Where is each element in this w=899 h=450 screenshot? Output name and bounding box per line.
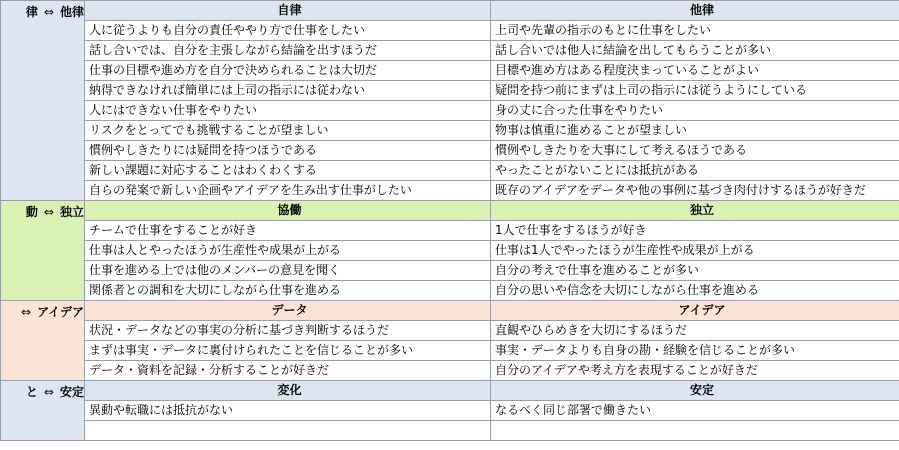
table-row bbox=[1, 361, 899, 381]
cell-left[interactable]: 状況・データなどの事実の分析に基づき判断するほうだ bbox=[85, 321, 491, 341]
cell-right[interactable]: 1人で仕事をするほうが好き bbox=[491, 221, 899, 241]
cell-right[interactable]: 話し合いでは他人に結論を出してもらうことが多い bbox=[491, 41, 899, 61]
category-cell-change-stability[interactable] bbox=[1, 381, 85, 441]
category-right: 安定 bbox=[59, 385, 84, 399]
cell-left[interactable]: リスクをとってでも挑戦することが望ましい bbox=[85, 121, 491, 141]
cell-left[interactable] bbox=[85, 421, 491, 441]
cell-right[interactable]: 疑問を持つ前にまずは上司の指示には従うようにしている bbox=[491, 81, 899, 101]
cell-left[interactable]: チームで仕事をすることが好き bbox=[85, 221, 491, 241]
cell-left[interactable]: 仕事は人とやったほうが生産性や成果が上がる bbox=[85, 241, 491, 261]
category-label bbox=[26, 201, 84, 222]
category-arrow: ⇔ bbox=[21, 305, 32, 319]
cell-left[interactable]: 人にはできない仕事をやりたい bbox=[85, 101, 491, 121]
sheet-body bbox=[1, 1, 899, 441]
cell-left[interactable]: 関係者との調和を大切にしながら仕事を進める bbox=[85, 281, 491, 301]
cell-right[interactable]: なるべく同じ部署で働きたい bbox=[491, 401, 899, 421]
cell-left[interactable]: 新しい課題に対応することはわくわくする bbox=[85, 161, 491, 181]
table-row bbox=[1, 41, 899, 61]
cell-left[interactable]: 異動や転職には抵抗がない bbox=[85, 401, 491, 421]
cell-right[interactable]: 目標や進め方はある程度決まっていることがよい bbox=[491, 61, 899, 81]
category-arrow: ⇔ bbox=[43, 385, 54, 399]
cell-left[interactable]: 納得できなければ簡単には上司の指示には従わない bbox=[85, 81, 491, 101]
cell-left[interactable]: 仕事の目標や進め方を自分で決められることは大切だ bbox=[85, 61, 491, 81]
header-right-cell[interactable]: 安定 bbox=[491, 381, 899, 401]
table-row bbox=[1, 421, 899, 441]
category-cell-autonomy[interactable] bbox=[1, 1, 85, 201]
table-row bbox=[1, 221, 899, 241]
table-row bbox=[1, 81, 899, 101]
header-right-cell[interactable]: アイデア bbox=[491, 301, 899, 321]
table-row bbox=[1, 401, 899, 421]
group-header-row bbox=[1, 201, 899, 221]
category-arrow: ⇔ bbox=[43, 5, 54, 19]
header-left-cell[interactable]: 変化 bbox=[85, 381, 491, 401]
category-label bbox=[26, 1, 84, 22]
cell-right[interactable]: 既存のアイデアをデータや他の事例に基づき肉付けするほうが好きだ bbox=[491, 181, 899, 201]
group-header-row bbox=[1, 381, 899, 401]
category-right: 他律 bbox=[59, 5, 84, 19]
cell-right[interactable]: 慣例やしきたりを大事にして考えるほうである bbox=[491, 141, 899, 161]
cell-right[interactable]: 身の丈に合った仕事をやりたい bbox=[491, 101, 899, 121]
cell-left[interactable]: まずは事実・データに裏付けられたことを信じることが多い bbox=[85, 341, 491, 361]
cell-right[interactable]: 直観やひらめきを大切にするほうだ bbox=[491, 321, 899, 341]
header-left-cell[interactable]: データ bbox=[85, 301, 491, 321]
category-label bbox=[15, 301, 84, 322]
cell-right[interactable]: 仕事は1人でやったほうが生産性や成果が上がる bbox=[491, 241, 899, 261]
category-right: 独立 bbox=[59, 205, 84, 219]
header-right-cell[interactable]: 独立 bbox=[491, 201, 899, 221]
table-row bbox=[1, 21, 899, 41]
cell-right[interactable]: 事実・データよりも自身の勘・経験を信じることが多い bbox=[491, 341, 899, 361]
category-left: 動 bbox=[25, 205, 38, 219]
category-left: と bbox=[25, 385, 38, 399]
header-right-cell[interactable]: 他律 bbox=[491, 1, 899, 21]
table-row bbox=[1, 181, 899, 201]
category-cell-data-idea[interactable] bbox=[1, 301, 85, 381]
header-left-cell[interactable]: 協働 bbox=[85, 201, 491, 221]
category-left: 律 bbox=[25, 5, 38, 19]
cell-right[interactable]: 物事は慎重に進めることが望ましい bbox=[491, 121, 899, 141]
table-row bbox=[1, 321, 899, 341]
cell-right[interactable]: やったことがないことには抵抗がある bbox=[491, 161, 899, 181]
cell-left[interactable]: 慣例やしきたりには疑問を持つほうである bbox=[85, 141, 491, 161]
cell-right[interactable]: 自分の思いや信念を大切にしながら仕事を進める bbox=[491, 281, 899, 301]
cell-right[interactable]: 自分のアイデアや考え方を表現することが好きだ bbox=[491, 361, 899, 381]
table-row bbox=[1, 121, 899, 141]
category-label bbox=[26, 381, 84, 402]
category-cell-collaboration[interactable] bbox=[1, 201, 85, 301]
group-header-row bbox=[1, 1, 899, 21]
cell-left[interactable]: 話し合いでは、自分を主張しながら結論を出すほうだ bbox=[85, 41, 491, 61]
table-row bbox=[1, 161, 899, 181]
cell-left[interactable]: データ・資料を記録・分析することが好きだ bbox=[85, 361, 491, 381]
cell-right[interactable]: 自分の考えで仕事を進めることが多い bbox=[491, 261, 899, 281]
cell-left[interactable]: 自らの発案で新しい企画やアイデアを生み出す仕事がしたい bbox=[85, 181, 491, 201]
table-row bbox=[1, 241, 899, 261]
table-row bbox=[1, 141, 899, 161]
cell-right[interactable]: 上司や先輩の指示のもとに仕事をしたい bbox=[491, 21, 899, 41]
category-arrow: ⇔ bbox=[43, 205, 54, 219]
cell-left[interactable]: 人に従うよりも自分の責任ややり方で仕事をしたい bbox=[85, 21, 491, 41]
table-row bbox=[1, 61, 899, 81]
table-row bbox=[1, 261, 899, 281]
table-row bbox=[1, 281, 899, 301]
group-header-row bbox=[1, 301, 899, 321]
cell-left[interactable]: 仕事を進める上では他のメンバーの意見を聞く bbox=[85, 261, 491, 281]
cell-right[interactable] bbox=[491, 421, 899, 441]
table-row bbox=[1, 101, 899, 121]
category-right: アイデア bbox=[37, 305, 84, 319]
table-row bbox=[1, 341, 899, 361]
header-left-cell[interactable]: 自律 bbox=[85, 1, 491, 21]
